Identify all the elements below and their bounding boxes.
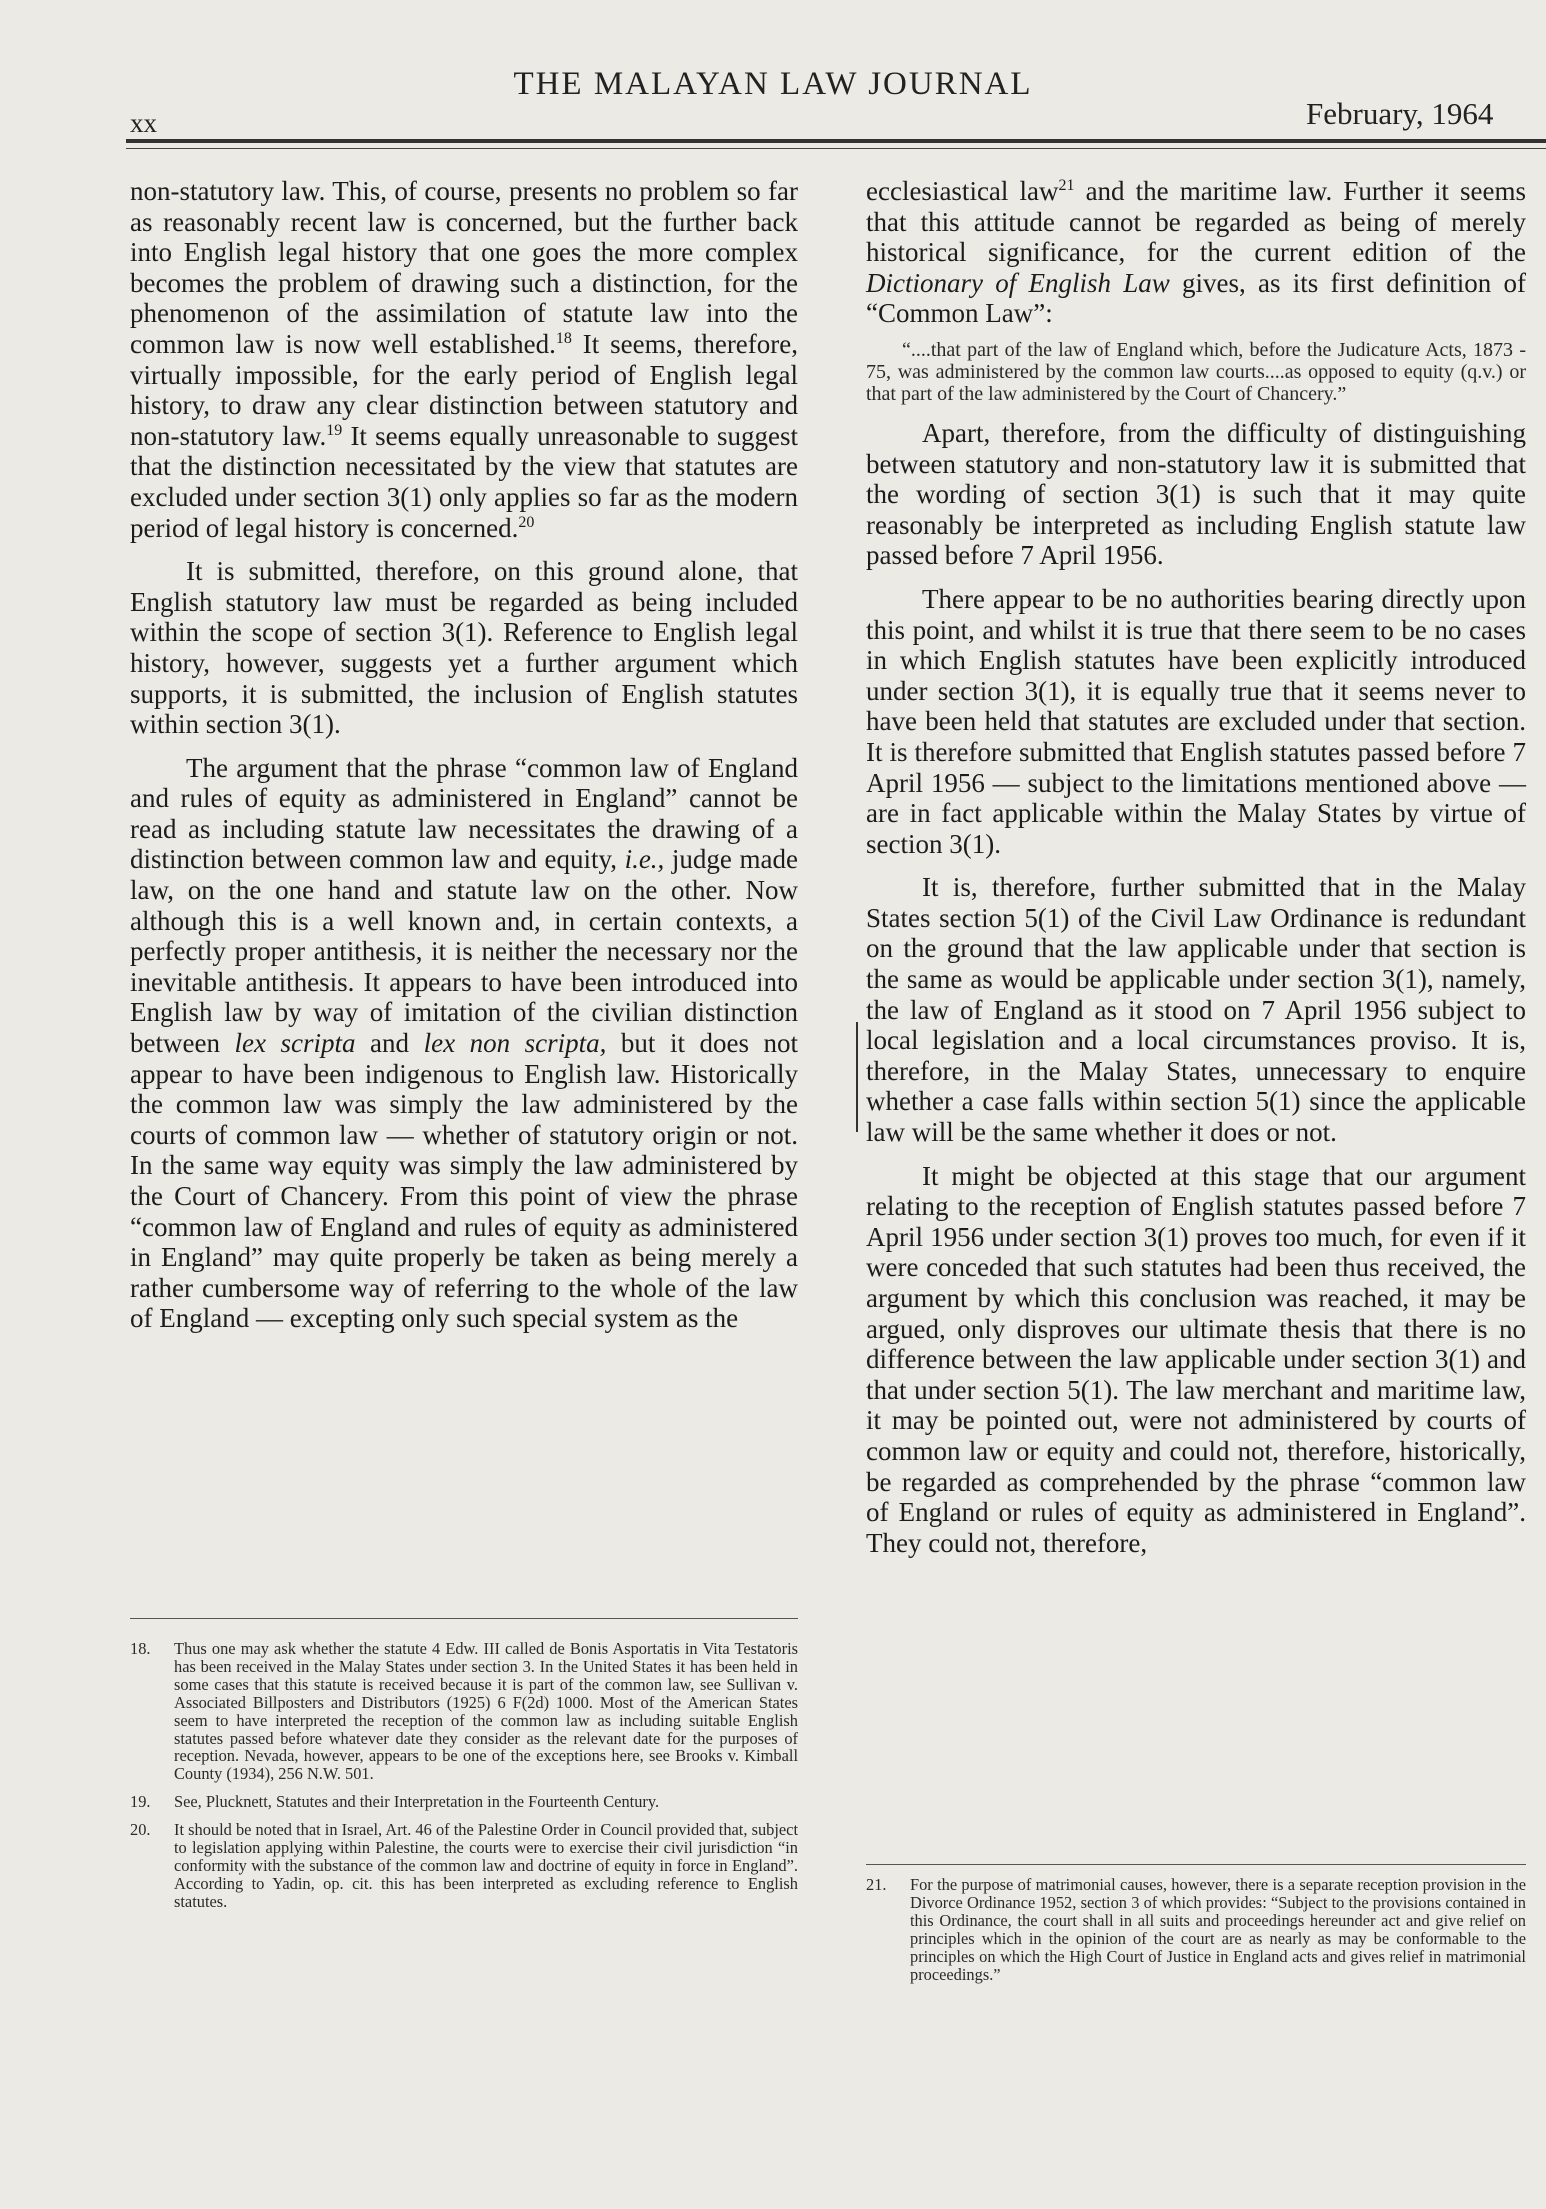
footnote-21 (866, 1876, 1526, 1983)
issue-date: February, 1964 (1306, 96, 1494, 131)
text-run: ecclesiastical law (866, 176, 1059, 206)
journal-title: THE MALAYAN LAW JOURNAL (513, 66, 1033, 102)
footnote-rule (130, 1618, 798, 1619)
footnote-ref-21: 21 (1058, 177, 1075, 194)
text-run: judge made law, on the one hand and statute law on the other. Now although this is a well known and, in certain contexts, a perfectly proper antithesis, it is neither the necessary nor the inevitable antithesis. It appears to have been introduced into English law by way of imitation of the civilian distinction between (130, 844, 798, 1059)
header-rule-thin (126, 148, 1546, 149)
text-run: It seems, therefore, virtually impossible, for the early period of English legal history, to draw any clear distinction between statutory and non-statutory law. (130, 328, 799, 451)
footnote-ref-19: 19 (326, 421, 343, 439)
left-paragraph-3 (130, 753, 798, 1334)
footnote-number: 20. (130, 1820, 151, 1840)
footnote-number: 18. (130, 1639, 151, 1658)
footnote-number: 21. (866, 1875, 887, 1894)
right-column (866, 176, 1526, 1558)
footnote-text: For the purpose of matrimonial causes, however, there is a separate reception provision in the Divorce Ordinance 1952, section 3 of which provides: “Subject to the provisions contained in this Ordinance, the court shall in all suits and proceedings hereunder act and give relief on principles which in the opinion of the court are as nearly as may be conformable to the principles on which the High Court of Justice in England acts and gives relief in matrimonial proceedings.” (910, 1875, 1526, 1984)
right-paragraph-3: There appear to be no authorities bearing directly upon this point, and whilst it is true that there seem to be no cases in which English statutes have been explicitly introduced under section 3(1), it is equally true that it seems never to have been held that statutes are excluded under that section. It is therefore submitted that English statutes passed before 7 April 1956 — subject to the limitations mentioned above — are in fact applicable within the Malay States by virtue of section 3(1). (866, 583, 1526, 859)
page-number: xx (130, 108, 157, 138)
footnote-20 (130, 1821, 798, 1911)
header-rule-thick (126, 139, 1546, 143)
footnote-text: See, Plucknett, Statutes and their Interpretation in the Fourteenth Century. (174, 1792, 660, 1812)
text-run: non-statutory law. This, of course, presents no problem so far as reasonably recent law is concerned, but the further back into English legal history that one goes the more complex becomes the problem of drawing such a distinction, for the phenomenon of the assimilation of statute law into the common law is now well established. (130, 176, 798, 359)
margin-mark (856, 1022, 858, 1132)
left-column (130, 176, 798, 1334)
italic-run: Dictionary of English Law (866, 267, 1170, 298)
left-paragraph-2: It is submitted, therefore, on this ground alone, that English statutory law must be regarded as being included within the scope of section 3(1). Reference to English legal history, however, suggests yet a further argument which supports, it is submitted, the inclusion of English statutes within section 3(1). (130, 556, 798, 740)
footnote-19 (130, 1793, 798, 1811)
text-run: It seems equally unreasonable to suggest that the distinction necessitated by the view that statutes are excluded under section 3(1) only applies so far as the modern period of legal history is concerned. (130, 420, 798, 543)
italic-run: lex non scripta, (423, 1028, 607, 1059)
left-paragraph-1 (130, 176, 798, 543)
text-run: The argument that the phrase “common law of England and rules of equity as administered in England” cannot be read as including statute law necessitates the drawing of a distinction between common law and equity, (130, 752, 798, 875)
block-quote: “....that part of the law of England which, before the Judicature Acts, 1873 - 75, was administered by the common law courts....as opposed to equity (q.v.) or that part of the law administered by the Court of Chancery.” (866, 338, 1526, 405)
text-run: and (355, 1028, 424, 1059)
text-run: but it does not appear to have been indigenous to English law. Historically the common law was simply the law administered by the courts of common law — whether of statutory origin or not. In the same way equity was simply the law administered by the Court of Chancery. From this point of view the phrase “common law of England and rules of equity as administered in England” may quite properly be taken as being merely a rather cumbersome way of referring to the whole of the law of England — excepting only such special system as the (130, 1028, 799, 1334)
footnote-ref-20: 20 (518, 513, 535, 531)
italic-run: i.e., (624, 844, 665, 875)
right-paragraph-4: It is, therefore, further submitted that in the Malay States section 5(1) of the Civil Law Ordinance is redundant on the ground that the law applicable under that section is the same as would be applicable under section 3(1), namely, the law of England as it stood on 7 April 1956 subject to local legislation and a local circumstances proviso. It is, therefore, in the Malay States, unnecessary to enquire whether a case falls within section 5(1) since the applicable law will be the same whether it does or not. (866, 872, 1526, 1148)
footnote-rule (866, 1864, 1526, 1865)
footnote-text: Thus one may ask whether the statute 4 Edw. III called de Bonis Asportatis in Vita Testatoris has been received in the Malay States under section 3. In the United States it has been held in some cases that this statute is received because it is part of the common law, see Sullivan v. Associated Billposters and Distributors (1925) 6 F(2d) 1000. Most of the American States seem to have interpreted the reception of the common law as including suitable English statutes passed before whatever date they consider as the relevant date for the purposes of reception. Nevada, however, appears to be one of the exceptions here, see Brooks v. Kimball County (1934), 256 N.W. 501. (174, 1639, 798, 1784)
text-run: and the maritime law. Further it seems that this attitude cannot be regarded as being of merely historical significance, for the current edition of the (866, 176, 1526, 268)
footnote-text: It should be noted that in Israel, Art. 46 of the Palestine Order in Council provided that, subject to legislation applying within Palestine, the courts were to exercise their civil jurisdiction “in conformity with the substance of the common law and doctrine of equity in force in England”. According to Yadin, op. cit. this has been interpreted as excluding reference to English statutes. (174, 1820, 798, 1911)
footnote-18 (130, 1640, 798, 1783)
right-paragraph-1 (866, 176, 1526, 329)
text-run: gives, as its first definition of “Common Law”: (866, 267, 1526, 329)
italic-run: lex scripta (234, 1028, 356, 1059)
footnotes-right (866, 1876, 1526, 1993)
right-paragraph-5: It might be objected at this stage that our argument relating to the reception of English statutes passed before 7 April 1956 under section 3(1) proves too much, for even if it were conceded that such statutes had been thus received, the argument by which this conclusion was reached, it may be argued, only disproves our ultimate thesis that there is no difference between the law applicable under section 3(1) and that under section 5(1). The law merchant and maritime law, it may be pointed out, were not administered by courts of common law or equity and could not, therefore, historically, be regarded as comprehended by the phrase “common law of England or rules of equity as administered in England”. They could not, therefore, (866, 1160, 1526, 1558)
right-paragraph-2: Apart, therefore, from the difficulty of distinguishing between statutory and non-statutory law it is submitted that the wording of section 3(1) is such that it may quite reasonably be interpreted as including English statute law passed before 7 April 1956. (866, 417, 1526, 571)
footnote-number: 19. (130, 1792, 151, 1812)
footnote-ref-18: 18 (555, 329, 572, 347)
footnotes-left (130, 1640, 798, 1921)
